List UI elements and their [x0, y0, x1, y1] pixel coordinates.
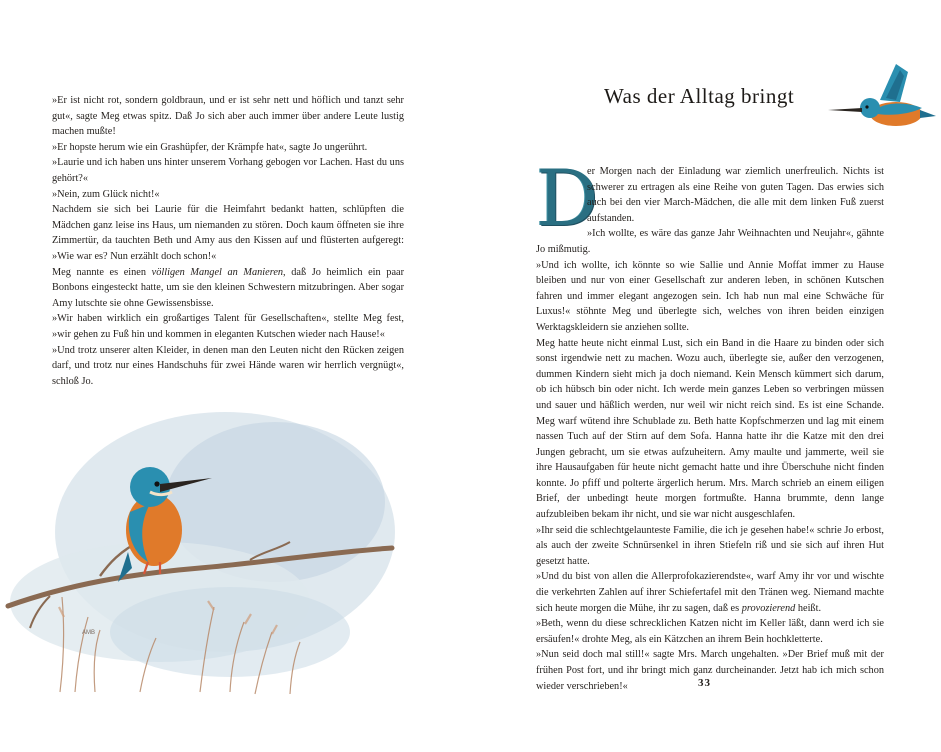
- right-paragraph-6-start: »Und du bist von allen die Allerprofokazierendste«, warf Amy ihr vor und wischte die verkehrten Zahlen auf ihrer Schiefertafel mit den Tränen weg. Niemand machte sich heute morgen die Mühe, ihr zu sagen, daß es: [536, 571, 884, 614]
- right-paragraph-6-italic: provozierend: [741, 602, 796, 614]
- right-paragraph-2: »Ich wollte, es wäre das ganze Jahr Weihnachten und Neujahr«, gähnte Jo mißmutig.: [536, 228, 884, 255]
- page-number: 33: [698, 677, 711, 689]
- kingfisher-on-branch-illustration: [0, 392, 410, 702]
- drop-cap: D: [536, 154, 599, 244]
- left-paragraph-6: [52, 265, 404, 312]
- left-paragraph-4: »Nein, zum Glück nicht!«: [52, 188, 160, 200]
- left-paragraph-6-start: Meg nannte es einen: [52, 266, 152, 278]
- right-page-text: [536, 154, 884, 694]
- left-paragraph-3: »Laurie und ich haben uns hinter unserem Vorhang gebogen vor Lachen. Hast du uns gehört?«: [52, 157, 404, 184]
- left-page: [0, 0, 470, 752]
- chapter-title: Was der Alltag bringt: [604, 84, 795, 108]
- flying-kingfisher-illustration: [826, 58, 938, 138]
- left-page-text: [52, 93, 404, 389]
- left-paragraph-6-italic: völligen Mangel an Manieren: [151, 266, 284, 278]
- left-paragraph-1: »Er ist nicht rot, sondern goldbraun, und er ist sehr nett und höflich und tanzt sehr gut«, sagte Meg etwas spitz. Daß Jo sich aber auch immer über andere Leute lustig machen mußte!: [52, 95, 404, 138]
- right-paragraph-7: »Beth, wenn du diese schrecklichen Katzen nicht im Keller läßt, dann werd ich sie ersäufen!« drohte Meg, als ein Kätzchen an ihrem Bein hochkletterte.: [536, 618, 884, 645]
- right-paragraph-6-end: heißt.: [795, 602, 822, 614]
- left-paragraph-2: »Er hopste herum wie ein Grashüpfer, der Krämpfe hat«, sagte Jo ungerührt.: [52, 141, 368, 153]
- right-paragraph-4: Meg hatte heute nicht einmal Lust, sich ein Band in die Haare zu binden oder sich sonst irgendwie nett zu machen. Wozu auch, überlegte sie, außer den verzogenen, dummen Kindern sieht mich ja doch niemand. Kein Mensch kümmert sich darum, ob ich hübsch bin oder nicht. Ich werde mein ganzes Leben so verbringen müssen und sauer und häßlich werden, nur weil wir nicht reich sind. Es ist eine Schande. Meg warf wütend ihre Schublade zu. Beth hatte Kopfschmerzen und lag mit einem nassen Tuch auf der Stirn auf dem Sofa. Hanna hatte ihr die Katze mit den drei Jungen gebracht, um sie etwas aufzuheitern. Amy maulte und jammerte, weil sie ihre Hausaufgaben für heute nicht gemacht hatte und ihre Überschuhe nicht finden konnte. Jo pfiff und polterte ärgerlich herum. Mrs. March schrieb an einem eiligen Brief, der unbedingt heute morgen fortmußte. Hanna brummte, denn lange aufzubleiben bekam ihr nicht, und sie war nicht ausgeschlafen.: [536, 337, 884, 521]
- right-paragraph-6: [536, 569, 884, 616]
- left-paragraph-7: »Wir haben wirklich ein großartiges Talent für Gesellschaften«, stellte Meg fest, »wir gehen zu Fuß hin und kommen in eleganten Kutschen wieder nach Hause!«: [52, 313, 404, 340]
- left-paragraph-5: Nachdem sie sich bei Laurie für die Heimfahrt bedankt hatten, schlüpften die Mädchen ganz leise ins Haus, um niemanden zu stören. Doch kaum öffneten sie ihre Zimmertür, da tauchten Beth und Amy aus den Kissen auf und flüsterten aufgeregt: »Wie war es? Nun erzählt doch schon!«: [52, 204, 404, 262]
- left-paragraph-6-end: , daß Jo heimlich ein paar Bonbons eingesteckt hatte, um sie den kleinen Schwestern mitzubringen. Aber sogar Amy lutschte sie ohne Gewissensbisse.: [52, 266, 405, 309]
- illustration-signature: AMB: [82, 630, 96, 636]
- right-paragraph-3: »Und ich wollte, ich könnte so wie Sallie und Annie Moffat immer zu Hause bleiben und nur von einer Gesellschaft zur anderen leben, in schönen Kutschen fahren und immer elegant angezogen sein. Ich hab nun mal eine Schwäche für Luxus!« stöhnte Meg und überlegte sich, welches von ihren beiden einzigen Werktagskleidern sie anziehen sollte.: [536, 259, 884, 333]
- right-paragraph-1-text: er Morgen nach der Einladung war ziemlich unerfreulich. Nichts ist schwerer zu ertragen als eine Reihe von guten Tagen. Das erwies sich auch bei den vier March-Mädchen, die alle mit dem linken Fuß zuerst aufstanden.: [587, 166, 884, 224]
- left-paragraph-8: »Und trotz unserer alten Kleider, in denen man den Leuten nicht den Rücken zeigen darf, und trotz nur eines Handschuhs für zwei Hände waren wir herrlich vergnügt«, schloß Jo.: [52, 344, 404, 387]
- right-paragraph-5: »Ihr seid die schlechtgelaunteste Familie, die ich je gesehen habe!« schrie Jo erbost, als auch der zweite Schnürsenkel in ihren Stiefeln riß und sie sich auf ihren Hut gesetzt hatte.: [536, 524, 884, 567]
- right-paragraph-8: »Nun seid doch mal still!« sagte Mrs. March ungehalten. »Der Brief muß mit der frühen Post fort, und ihr bringt mich ganz durcheinander. Jetzt hab ich mich schon wieder verschrieben!«: [536, 649, 884, 692]
